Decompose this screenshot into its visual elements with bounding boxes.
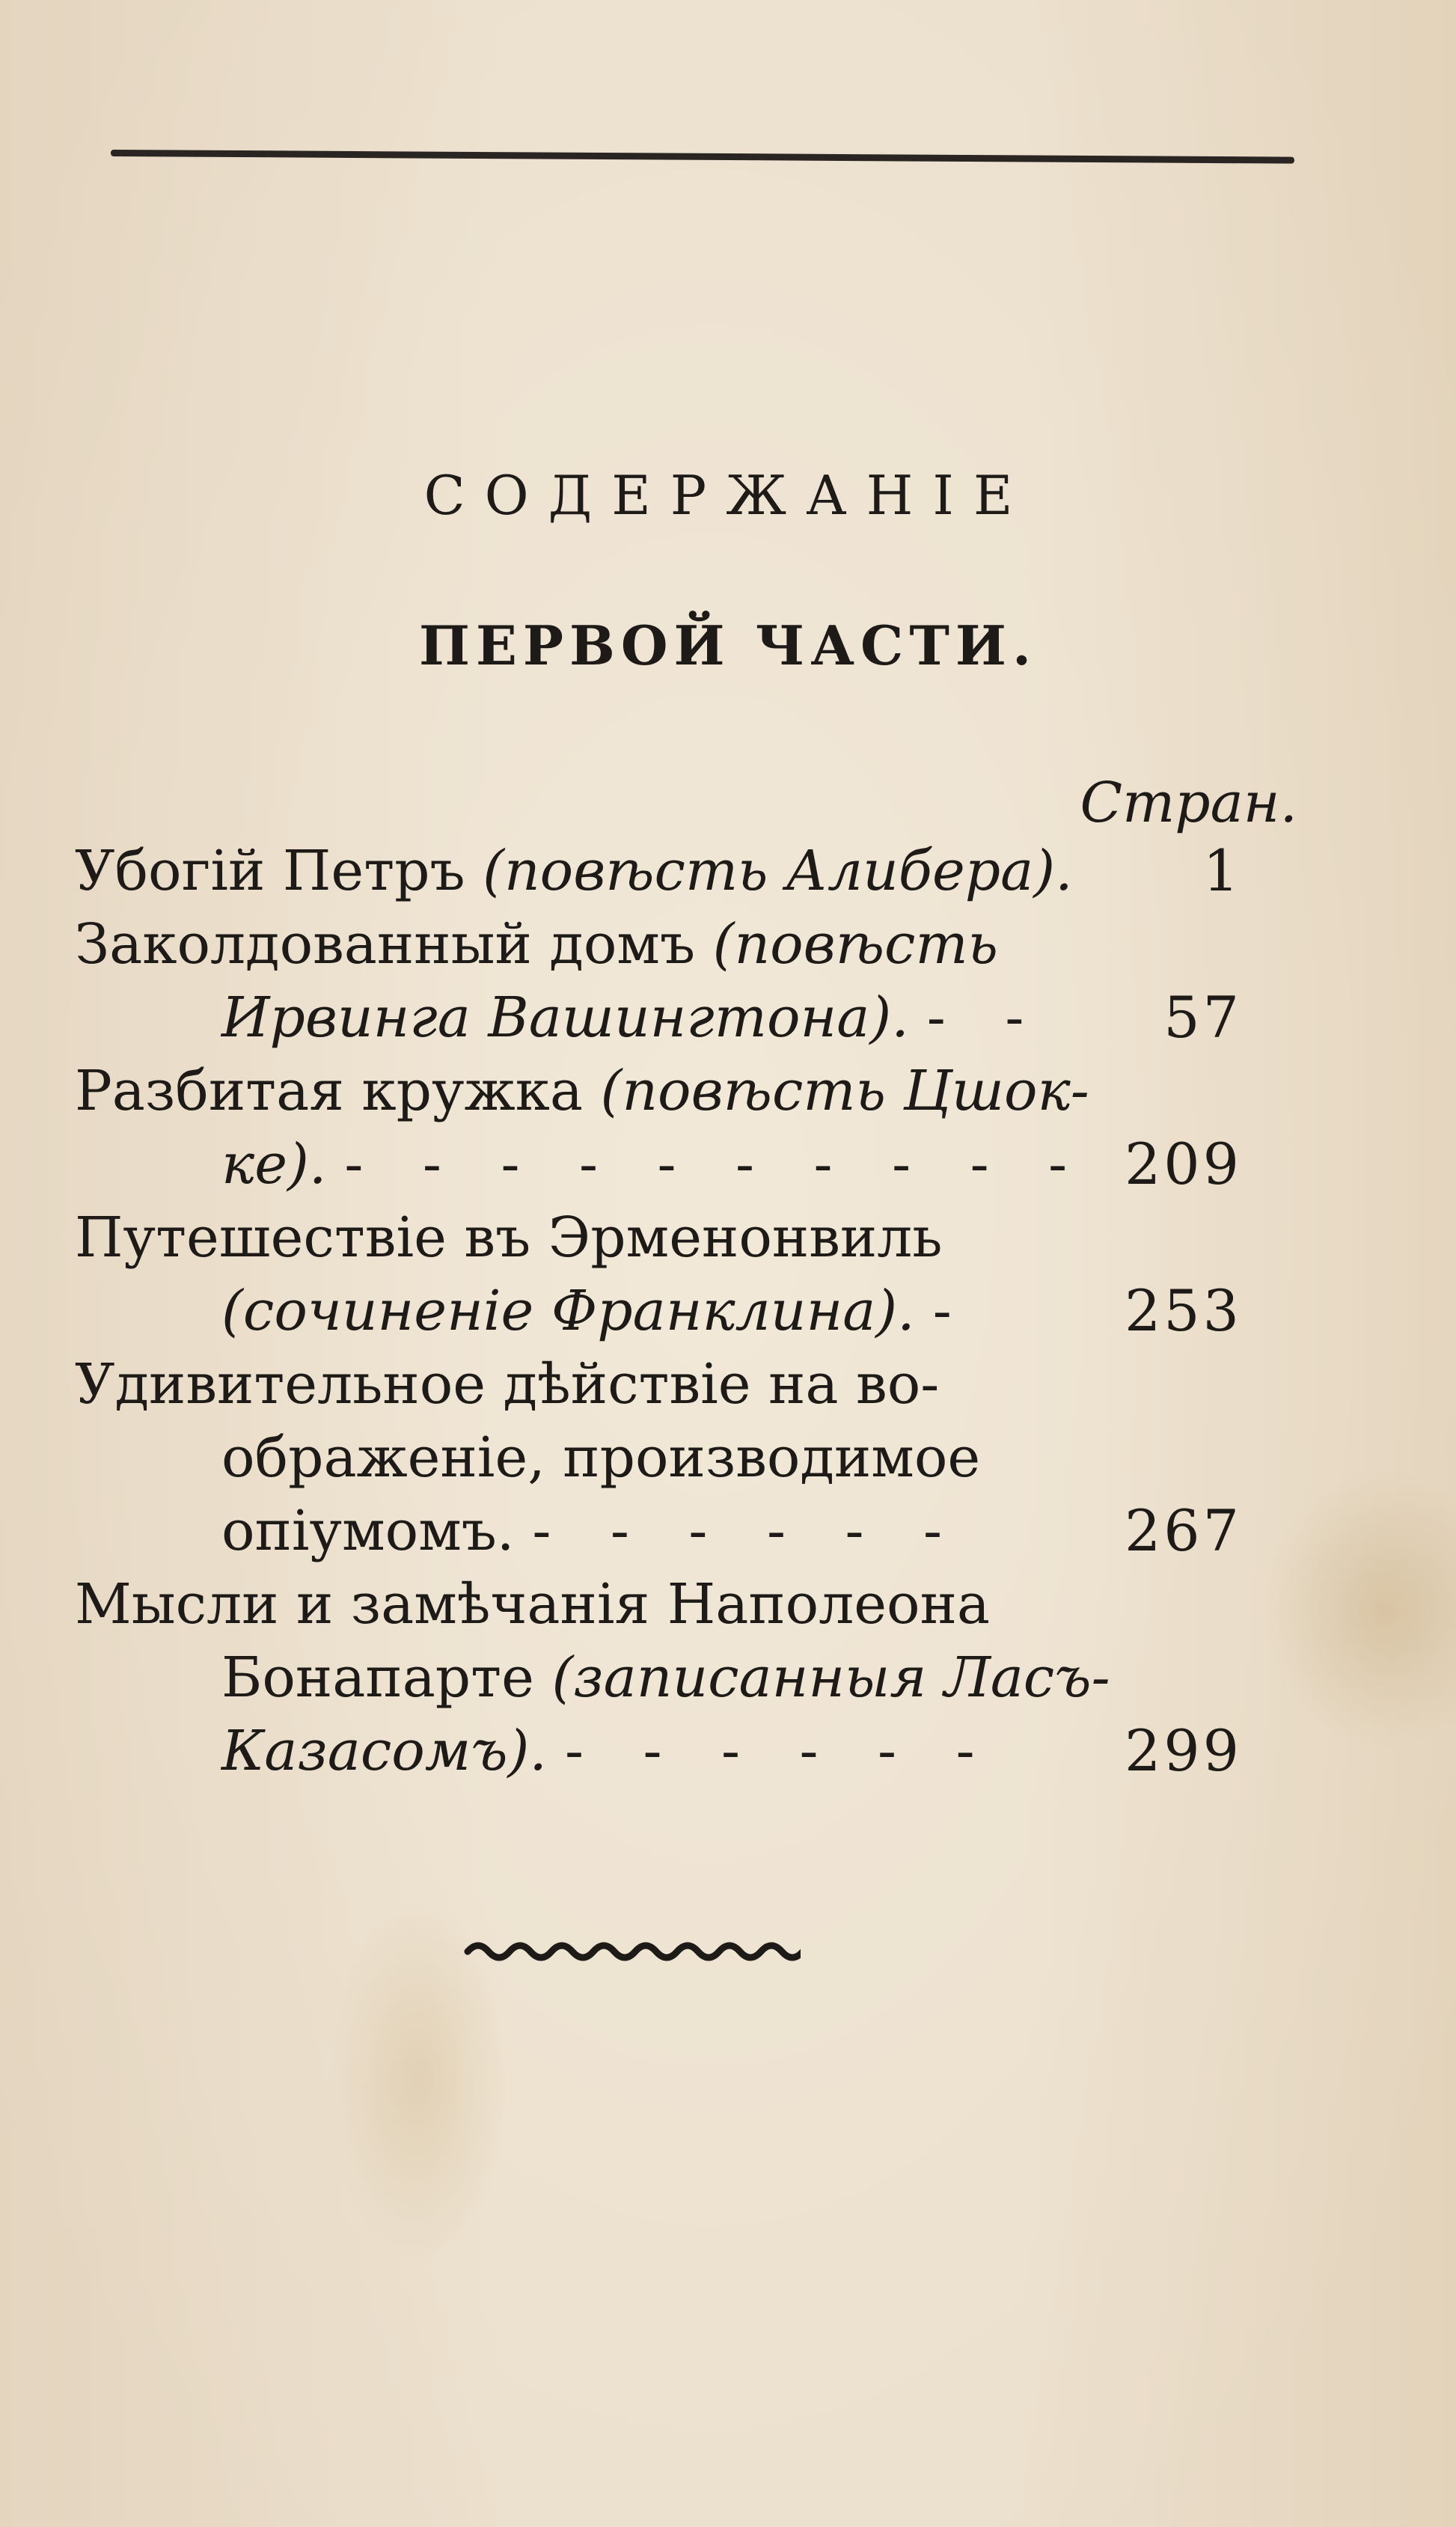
page-column-header: Стран. (1080, 771, 1297, 835)
toc-entry-line (75, 834, 1302, 908)
toc-entry-note: (записанныя Ласъ- (551, 1646, 1110, 1710)
toc-entry-line (75, 1641, 1302, 1714)
toc-entry-page-number: 299 (1124, 1717, 1242, 1784)
toc-entry-title: Удивительное дѣйствiе на во- (75, 1352, 940, 1417)
toc-entry-line (75, 1494, 1302, 1568)
toc-entry-title: Разбитая кружка (75, 1059, 601, 1123)
toc-entry-line (75, 1714, 1302, 1788)
toc-entry (75, 908, 1302, 1054)
toc-entry-leader-dots: - - - - - - (564, 1719, 996, 1783)
toc-entry-note: (повѣсть Цшок- (600, 1059, 1089, 1123)
toc-entry (75, 1348, 1302, 1568)
toc-entry-title: Путешествiе въ Эрменонвиль (75, 1206, 943, 1270)
top-rule-divider (111, 150, 1294, 164)
wavy-ornament-divider (464, 1931, 801, 1968)
toc-entry-note: (повѣсть Алибера). (483, 839, 1073, 903)
toc-entry-line (75, 1274, 1302, 1348)
toc-entry-leader-dots: - - - - - - - - - - (344, 1132, 1089, 1197)
toc-entry-line (75, 1421, 1302, 1494)
toc-entry-line (75, 1054, 1302, 1128)
toc-entry-line (75, 1201, 1302, 1274)
toc-entry-leader-dots: - - - - - - (532, 1499, 963, 1563)
page-title: СОДЕРЖАНIЕ (423, 464, 1033, 527)
toc-entry-note: Ирвинга Вашингтона). (221, 986, 909, 1050)
toc-entry-title: Бонапарте (221, 1646, 552, 1710)
toc-entry (75, 834, 1302, 908)
toc-entry-page-number: 209 (1124, 1131, 1242, 1197)
toc-entry-line (75, 1348, 1302, 1421)
toc-entry (75, 1201, 1302, 1348)
toc-entry-line (75, 908, 1302, 981)
toc-entry-page-number: 1 (1202, 837, 1242, 904)
toc-entry-note: (сочиненiе Франклина). (221, 1279, 915, 1343)
toc-entry-note: Казасомъ). (221, 1719, 547, 1783)
toc-entry-line (75, 981, 1302, 1054)
toc-entry-title: опiумомъ. (221, 1499, 515, 1563)
toc-entry-page-number: 57 (1163, 984, 1242, 1051)
page-subtitle: ПЕРВОЙ ЧАСТИ. (418, 614, 1038, 677)
toc-entry-leader-dots: - (932, 1279, 973, 1343)
toc-entry (75, 1054, 1302, 1201)
toc-entry-page-number: 253 (1124, 1277, 1242, 1344)
toc-entry-note: ке). (221, 1132, 327, 1197)
toc-entry-title: ображенiе, производимое (221, 1426, 981, 1490)
toc-entry (75, 1568, 1302, 1788)
toc-entry-line (75, 1128, 1302, 1201)
toc-entry-page-number: 267 (1124, 1497, 1242, 1564)
toc-entry-leader-dots: - - (926, 986, 1045, 1050)
table-of-contents (75, 834, 1302, 1788)
toc-entry-line (75, 1568, 1302, 1641)
toc-entry-title: Мысли и замѣчанiя Наполеона (75, 1572, 991, 1637)
toc-entry-note: (повѣсть (712, 912, 998, 977)
toc-entry-title: Убогiй Петръ (75, 839, 483, 903)
toc-entry-title: Заколдованный домъ (75, 912, 713, 977)
